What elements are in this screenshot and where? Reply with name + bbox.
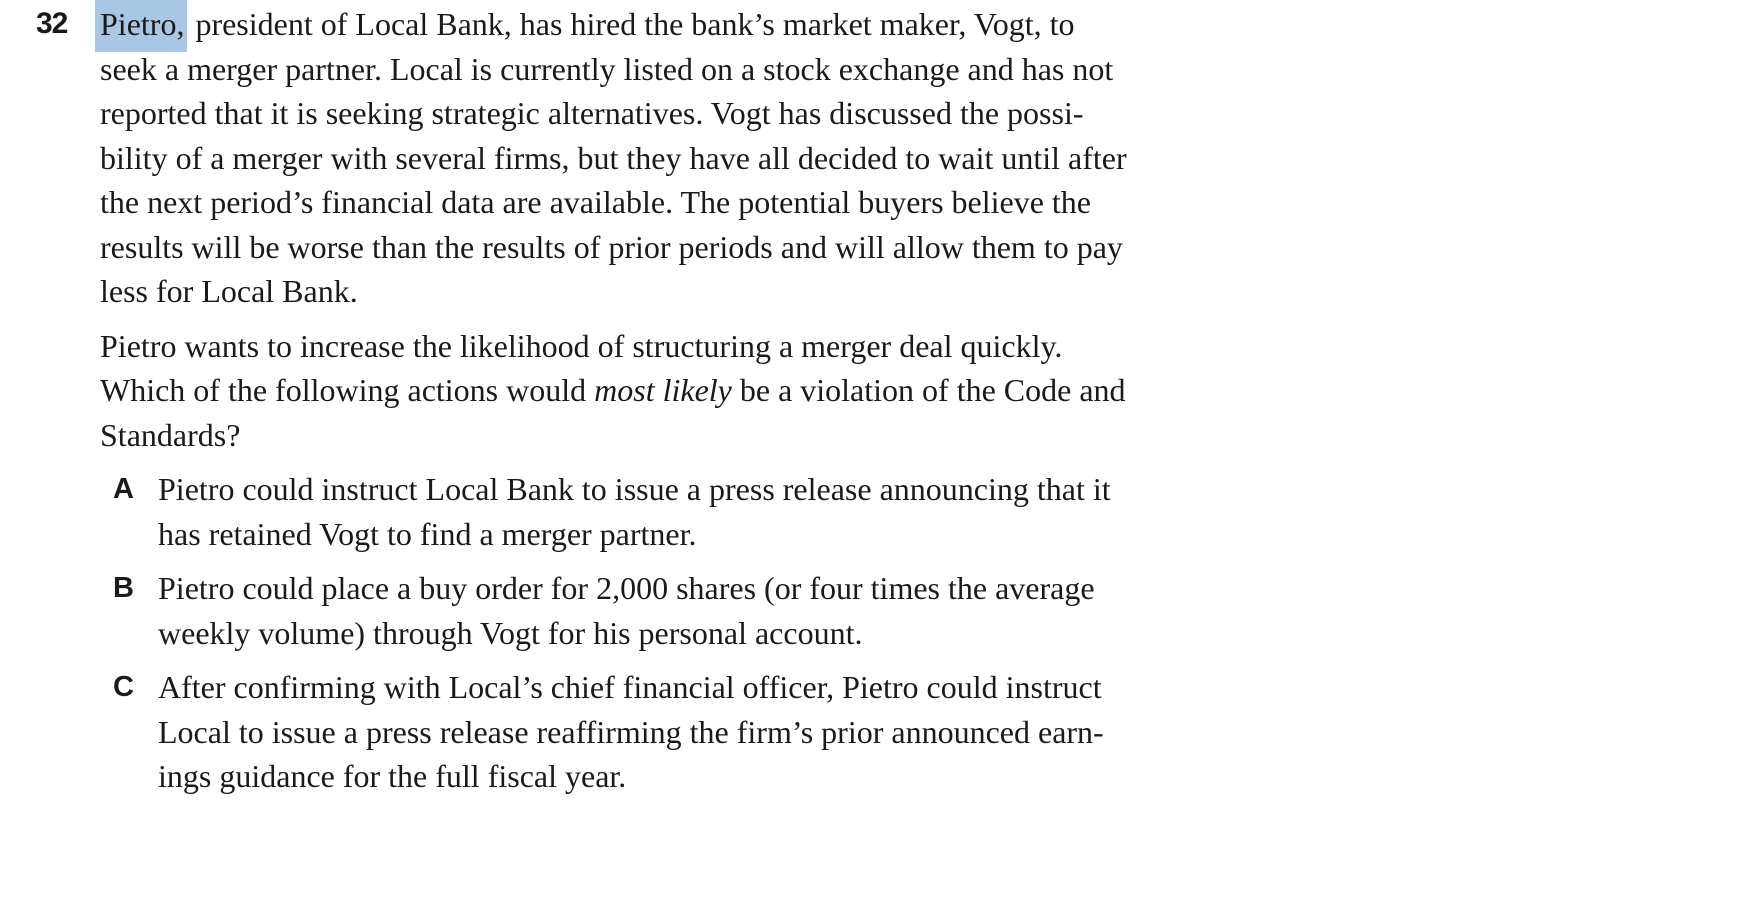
question-body	[100, 2, 1580, 799]
para1-line-7: less for Local Bank.	[100, 273, 358, 309]
para1-line-6: results will be worse than the results of prior periods and will allow them to pay	[100, 228, 1123, 265]
option-c-line-2: Local to issue a press release reaffirming the firm’s prior announced earn-	[158, 713, 1104, 750]
para1-line-2: seek a merger partner. Local is currently listed on a stock exchange and has not	[100, 50, 1114, 87]
question-number: 32	[36, 7, 68, 40]
option-c-line-1: After confirming with Local’s chief financial officer, Pietro could instruct	[158, 669, 1102, 705]
question-32	[0, 2, 1753, 799]
para1-line-3: reported that it is seeking strategic alternatives. Vogt has discussed the possi-	[100, 95, 1084, 131]
option-a-line-2: has retained Vogt to find a merger partner.	[158, 515, 697, 552]
option-b-line-2: weekly volume) through Vogt for his personal account.	[158, 614, 863, 651]
question-paragraph-1	[100, 2, 1580, 314]
option-a	[100, 467, 1580, 556]
option-a-text	[158, 467, 1580, 556]
option-c-letter: C	[113, 671, 134, 703]
option-c-line-3: ings guidance for the full fiscal year.	[158, 758, 627, 794]
most-likely-emphasis: most likely	[594, 372, 732, 408]
option-c-text	[158, 665, 1580, 799]
question-paragraph-2	[100, 324, 1580, 458]
option-a-letter: A	[113, 473, 134, 505]
para2-line-3: Standards?	[100, 416, 241, 453]
selection-highlight: Pietro,	[95, 0, 187, 52]
para2-line-2	[100, 368, 1580, 413]
option-a-line-1: Pietro could instruct Local Bank to issue a press release announcing that it	[158, 471, 1111, 507]
option-b-text	[158, 566, 1580, 655]
para1-line-5: the next period’s financial data are available. The potential buyers believe the	[100, 184, 1091, 220]
para2-line-2-pre: Which of the following actions would	[100, 372, 595, 408]
option-b	[100, 566, 1580, 655]
option-c	[100, 665, 1580, 799]
option-b-letter: B	[113, 572, 134, 604]
option-b-line-1: Pietro could place a buy order for 2,000 shares (or four times the average	[158, 570, 1095, 606]
answer-options	[100, 467, 1580, 799]
para1-line-4: bility of a merger with several firms, but they have all decided to wait until after	[100, 139, 1127, 176]
para1-line-1	[100, 2, 1580, 47]
para2-line-2-post: be a violation of the Code and	[731, 372, 1126, 408]
para1-line-1-rest: president of Local Bank, has hired the bank’s market maker, Vogt, to	[187, 6, 1075, 42]
para2-line-1: Pietro wants to increase the likelihood of structuring a merger deal quickly.	[100, 327, 1063, 364]
